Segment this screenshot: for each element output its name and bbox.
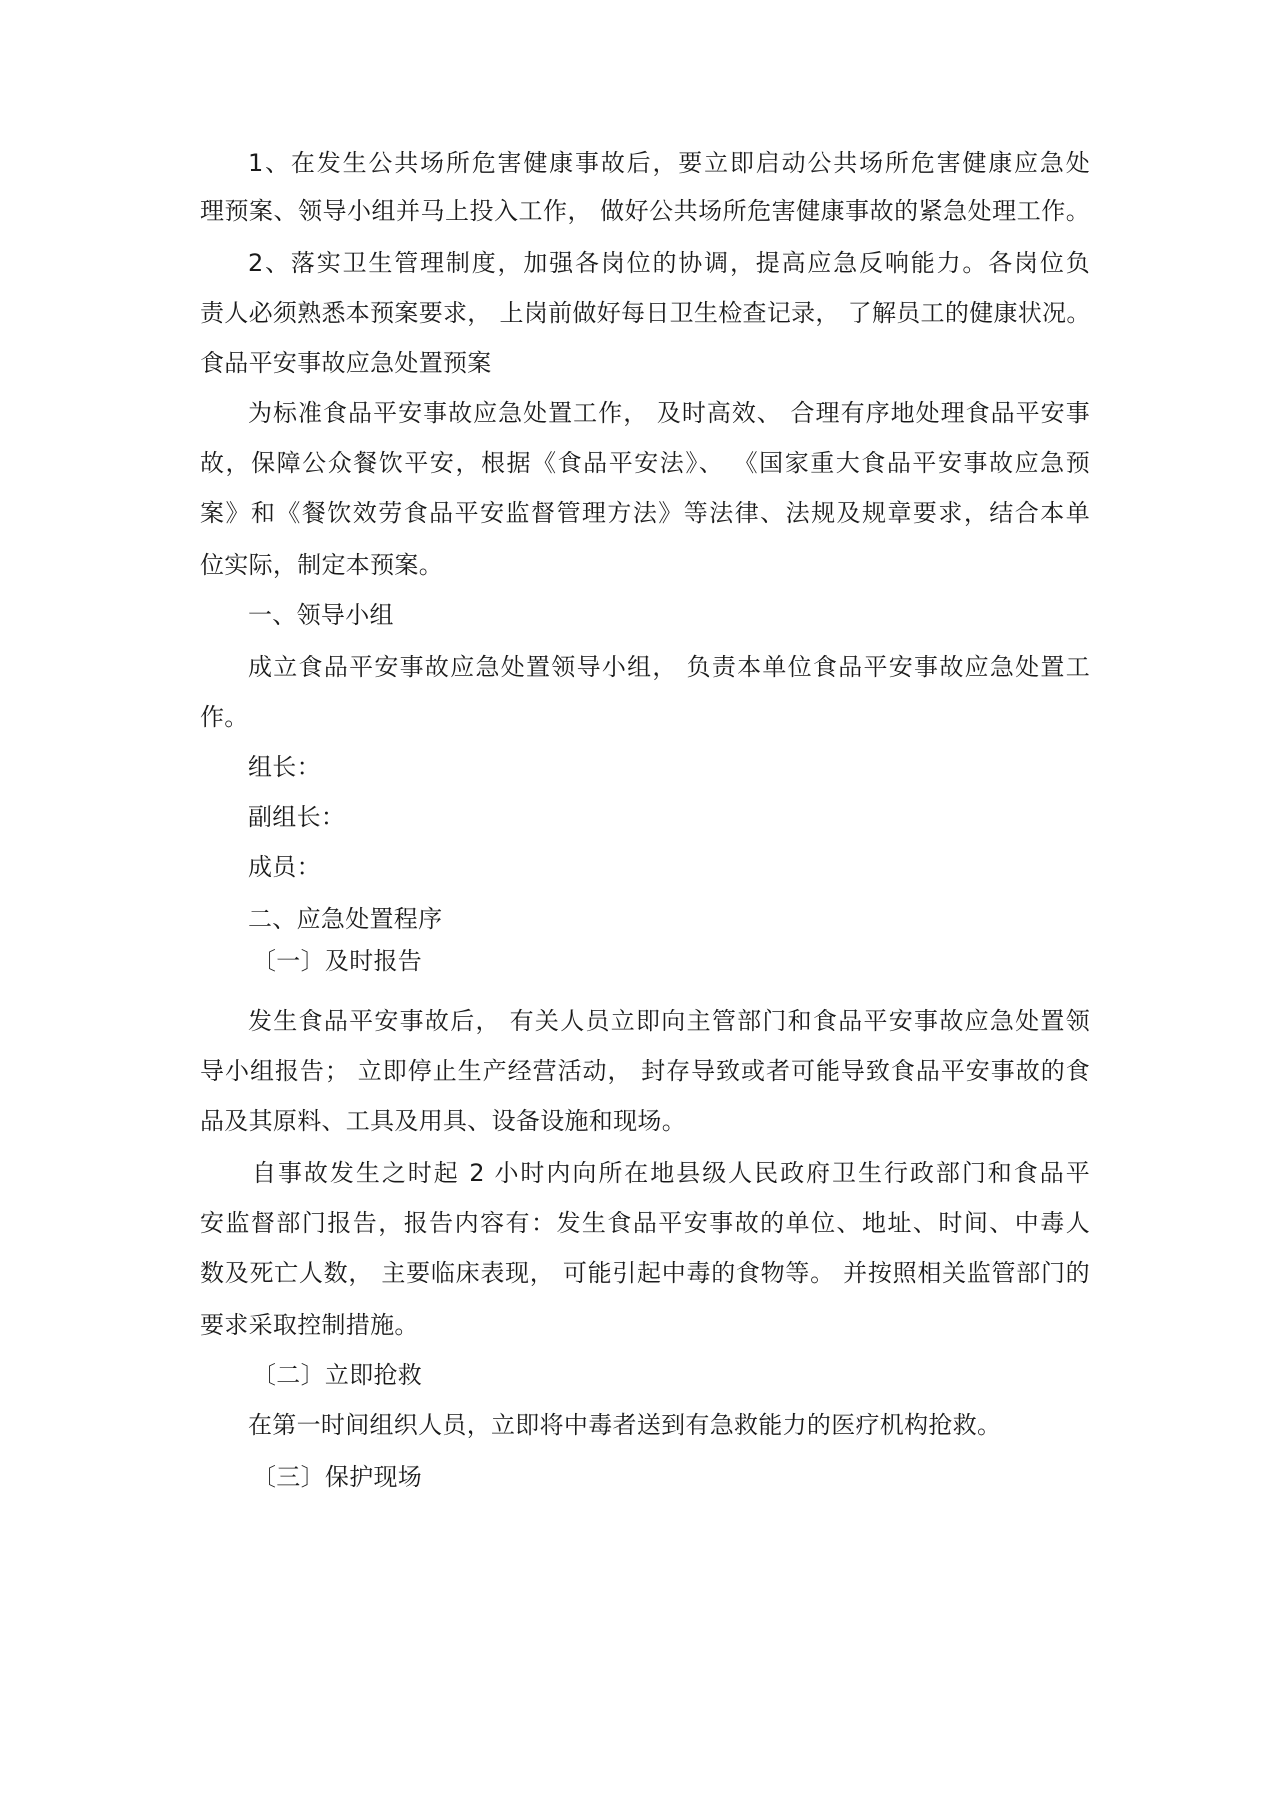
report-time-line-4: 要求采取控制措施。 [200, 1311, 419, 1339]
intro-line-2: 故，保障公众餐饮平安，根据《食品平安法》、 《国家重大食品平安事故应急预 [200, 449, 1090, 477]
report-line-1: 发生食品平安事故后， 有关人员立即向主管部门和食品平安事故应急处置领 [248, 1007, 1090, 1035]
subheading-report: 〔一〕及时报告 [252, 947, 423, 975]
heading-leadership-group: 一、领导小组 [248, 601, 394, 629]
group-leader-label: 组长： [248, 753, 321, 781]
deputy-leader-label: 副组长： [248, 803, 346, 831]
leadership-line-1: 成立食品平安事故应急处置领导小组， 负责本单位食品平安事故应急处置工 [248, 653, 1090, 681]
report-line-2: 导小组报告； 立即停止生产经营活动， 封存导致或者可能导致食品平安事故的食 [200, 1057, 1090, 1085]
paragraph-2-line-1: 2、落实卫生管理制度，加强各岗位的协调，提高应急反响能力。各岗位负 [248, 249, 1090, 277]
paragraph-1-line-2: 理预案、领导小组并马上投入工作， 做好公共场所危害健康事故的紧急处理工作。 [200, 197, 1090, 225]
leadership-line-2: 作。 [200, 703, 249, 731]
subheading-rescue: 〔二〕立即抢救 [252, 1361, 423, 1389]
heading-emergency-procedure: 二、应急处置程序 [248, 905, 443, 933]
intro-line-3: 案》和《餐饮效劳食品平安监督管理方法》等法律、法规及规章要求，结合本单 [200, 499, 1090, 527]
report-time-line-2: 安监督部门报告，报告内容有：发生食品平安事故的单位、地址、时间、中毒人 [200, 1209, 1090, 1237]
paragraph-2-line-2: 责人必须熟悉本预案要求， 上岗前做好每日卫生检查记录， 了解员工的健康状况。 [200, 299, 1091, 327]
report-time-line-1: 自事故发生之时起 2 小时内向所在地县级人民政府卫生行政部门和食品平 [252, 1159, 1090, 1187]
members-label: 成员： [248, 853, 321, 881]
report-time-line-3: 数及死亡人数， 主要临床表现， 可能引起中毒的食物等。 并按照相关监管部门的 [200, 1259, 1090, 1287]
intro-line-1: 为标准食品平安事故应急处置工作， 及时高效、 合理有序地处理食品平安事 [248, 399, 1090, 427]
paragraph-1-line-1: 1、在发生公共场所危害健康事故后，要立即启动公共场所危害健康应急处 [248, 149, 1090, 177]
intro-line-4: 位实际，制定本预案。 [200, 551, 443, 579]
section-title: 食品平安事故应急处置预案 [200, 349, 492, 377]
report-line-3: 品及其原料、工具及用具、设备设施和现场。 [200, 1107, 686, 1135]
rescue-line: 在第一时间组织人员，立即将中毒者送到有急救能力的医疗机构抢救。 [248, 1411, 1002, 1439]
subheading-protect-scene: 〔三〕保护现场 [252, 1463, 423, 1491]
